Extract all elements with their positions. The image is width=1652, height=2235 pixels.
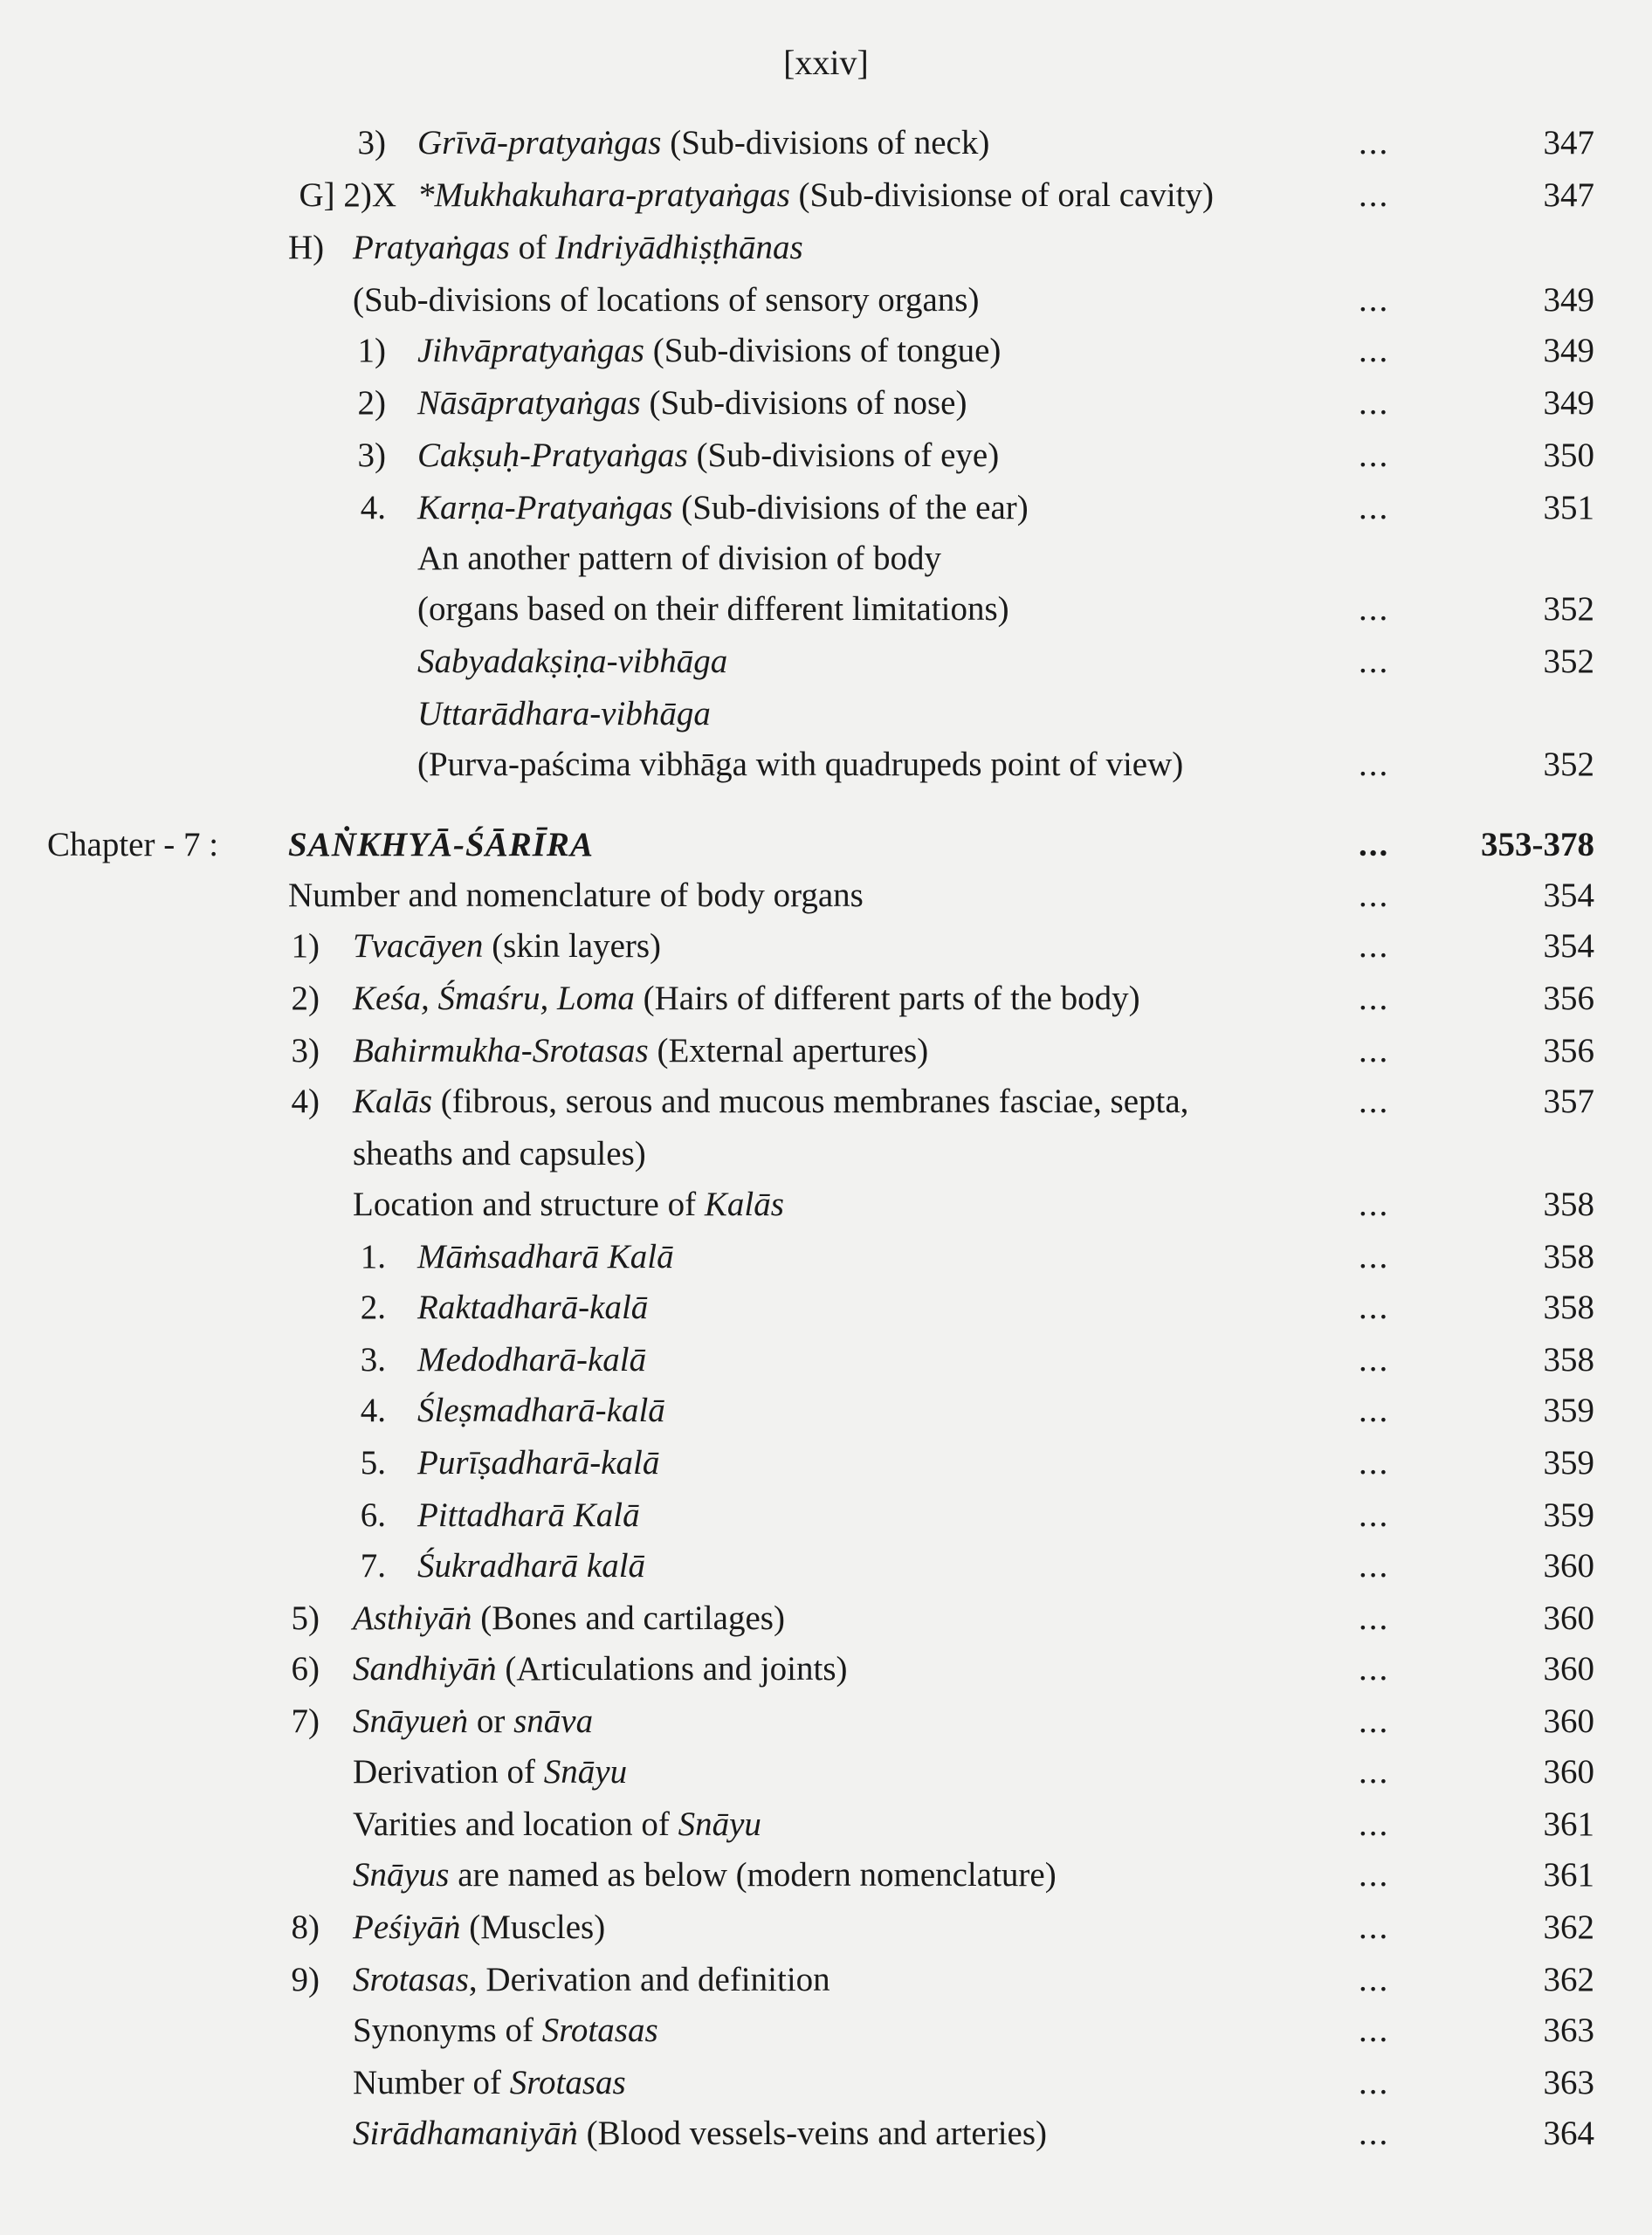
toc-entry [0,1386,1652,1435]
entry-term-italic: *Mukhakuhara-pratyaṅgas [417,176,790,214]
leader-dots: ... [1359,1444,1390,1482]
entry-label [417,1439,659,1488]
entry-label [353,1956,830,2005]
entry-text: (Sub-divisions of neck) [661,124,990,162]
entry-text: (Purva-paścima vibhāga with quadrupeds point of view) [417,746,1184,783]
toc-entry [0,1956,1652,2005]
entry-text: (skin layers) [483,927,662,965]
entry-text: (External apertures) [648,1032,929,1069]
leader-dots: ... [1359,1238,1390,1276]
entry-label [353,1077,1188,1126]
entry-term-italic: Cakṣuḥ-Pratyaṅgas [417,437,688,474]
entry-number: 2. [360,1289,386,1326]
entry-label [417,534,941,583]
toc-entry [0,1697,1652,1746]
page-number: 362 [1543,1961,1594,1998]
page-number: 360 [1543,1650,1594,1688]
page-number: 360 [1543,1547,1594,1585]
leader-dots: ... [1359,384,1390,422]
leader-dots: ... [1359,281,1390,319]
leader-dots: ... [1359,1496,1390,1534]
page-number: 361 [1543,1805,1594,1843]
entry-number: 7) [291,1702,320,1740]
entry-term-italic: Kalās [704,1186,784,1223]
entry-number: 4. [360,489,386,526]
entry-text: , Derivation and definition [468,1961,830,1998]
toc-entry [0,1594,1652,1643]
page-number: 357 [1543,1083,1594,1120]
entry-number: 4. [360,1392,386,1429]
toc-entry [0,1903,1652,1952]
leader-dots: ... [1359,1753,1390,1791]
entry-number: 7. [360,1547,386,1585]
toc-entry [0,431,1652,480]
entry-label [353,276,979,325]
entry-text: (Sub-divisionse of oral cavity) [789,176,1215,214]
entry-label [353,2109,1047,2158]
entry-label [353,1027,928,1076]
leader-dots: ... [1359,980,1390,1017]
entry-text: (Sub-divisions of nose) [640,384,967,422]
entry-number: 3) [357,124,386,162]
entry-label [353,1180,784,1229]
entry-term-italic: Māṁsadharā Kalā [417,1238,674,1276]
chapter-prefix: Chapter - 7 : [47,826,219,863]
leader-dots: ... [1359,2115,1390,2152]
entry-label [417,379,967,428]
entry-term-italic: Srotasas [509,2064,626,2101]
entry-text: (fibrous, serous and mucous membranes fasciae, septa, [432,1083,1189,1120]
entry-text: or [468,1702,514,1740]
page-number: 358 [1543,1238,1594,1276]
toc-entry [0,974,1652,1023]
toc-entry [0,1283,1652,1332]
entry-text: (Muscles) [460,1908,606,1946]
page-number: 347 [1543,124,1594,162]
entry-number: 4) [291,1083,320,1120]
leader-dots: ... [1359,643,1390,680]
leader-dots: ... [1359,2064,1390,2101]
entry-label [417,1283,648,1332]
entry-number: 3) [357,437,386,474]
entry-label [417,585,1009,634]
entry-term-italic: Srotasas [353,1961,469,1998]
entry-number: 6. [360,1496,386,1534]
entry-label [417,1542,645,1591]
entry-text: Synonyms of [353,2012,542,2049]
entry-number: 2) [291,980,320,1017]
toc-entry [0,1748,1652,1797]
leader-dots: ... [1359,877,1390,914]
toc-entry [0,1439,1652,1488]
entry-term-italic: Sirādhamaniyāṅ [353,2115,578,2152]
entry-label [417,431,999,480]
toc-entry [0,1800,1652,1849]
page-number: 358 [1543,1186,1594,1223]
entry-text: (Sub-divisions of tongue) [644,332,1002,369]
toc-entry [0,585,1652,634]
page-number: 352 [1543,590,1594,628]
entry-term-italic: Karṇa-Pratyaṅgas [417,489,673,526]
entry-label [353,1903,605,1952]
leader-dots: ... [1359,826,1390,863]
toc-entry [0,1491,1652,1540]
page-number: 359 [1543,1392,1594,1429]
entry-term-italic: Asthiyāṅ [353,1599,472,1637]
leader-dots: ... [1359,1702,1390,1740]
entry-term-italic: Keśa, Śmaśru, Loma [353,980,635,1017]
leader-dots: ... [1359,1856,1390,1894]
entry-label [353,1645,848,1694]
leader-dots: ... [1359,332,1390,369]
entry-label [417,1386,665,1435]
leader-dots: ... [1359,1599,1390,1637]
entry-label [353,1800,761,1849]
toc-entry [0,1130,1652,1179]
toc-entry [0,2059,1652,2108]
page-number: 363 [1543,2012,1594,2049]
leader-dots: ... [1359,1805,1390,1843]
entry-text: (Articulations and joints) [496,1650,848,1688]
entry-label [353,1748,627,1797]
leader-dots: ... [1359,1289,1390,1326]
toc-entry [0,637,1652,686]
entry-label [417,690,711,739]
entry-number: 6) [291,1650,320,1688]
toc-entry [0,119,1652,168]
entry-term-italic: Tvacāyen [353,927,484,965]
entry-label [353,1594,785,1643]
entry-term-italic: Uttarādhara-vibhāga [417,695,711,732]
leader-dots: ... [1359,1650,1390,1688]
page-number: 354 [1543,877,1594,914]
leader-dots: ... [1359,489,1390,526]
entry-number: 5) [291,1599,320,1637]
entry-term-italic: Nāsāpratyaṅgas [417,384,641,422]
entry-label [417,637,727,686]
entry-label [353,2059,626,2108]
leader-dots: ... [1359,1961,1390,1998]
toc-entry [0,2109,1652,2158]
entry-term-italic: Pratyaṅgas [353,229,510,266]
entry-label [353,1851,1057,1900]
toc-entry [0,484,1652,533]
toc-entry [0,1645,1652,1694]
entry-number: 5. [360,1444,386,1482]
toc-entry [0,922,1652,971]
leader-dots: ... [1359,590,1390,628]
entry-number: H) [288,229,325,266]
toc-entry [0,1027,1652,1076]
page-number: 356 [1543,980,1594,1017]
leader-dots: ... [1359,124,1390,162]
entry-text: (Sub-divisions of the ear) [672,489,1029,526]
entry-term-italic: Purīṣadharā-kalā [417,1444,660,1482]
chapter-title [288,821,594,870]
entry-label [288,871,864,920]
toc-entry [0,871,1652,920]
leader-dots: ... [1359,1186,1390,1223]
page-number: 360 [1543,1599,1594,1637]
entry-number: 2) [357,384,386,422]
page-number: 360 [1543,1753,1594,1791]
page-number: 363 [1543,2064,1594,2101]
page-number: 353-378 [1481,826,1594,863]
toc-entry [0,1542,1652,1591]
page-number: 361 [1543,1856,1594,1894]
entry-term-italic: Śleṣmadharā-kalā [417,1392,665,1429]
entry-term-italic: Sandhiyāṅ [353,1650,497,1688]
entry-term-italic: SAṄKHYĀ-ŚĀRĪRA [288,826,594,863]
page-number: 347 [1543,176,1594,214]
entry-text: Derivation of [353,1753,544,1791]
entry-label [353,1697,593,1746]
toc-entry [0,1180,1652,1229]
page-number: 356 [1543,1032,1594,1069]
entry-number: 1) [357,332,386,369]
page-number: 349 [1543,384,1594,422]
leader-dots: ... [1359,1083,1390,1120]
toc-entry [0,1077,1652,1126]
page-number: 359 [1543,1496,1594,1534]
entry-term-italic: Snāyueṅ [353,1702,469,1740]
page-number: 352 [1543,746,1594,783]
entry-term-italic: Srotasas [541,2012,658,2049]
entry-label [417,119,989,168]
entry-label [417,171,1214,220]
entry-term-italic: snāva [513,1702,594,1740]
entry-term-italic: Pittadharā Kalā [417,1496,640,1534]
entry-term-italic: Śukradharā kalā [417,1547,646,1585]
leader-dots: ... [1359,1032,1390,1069]
leader-dots: ... [1359,2012,1390,2049]
leader-dots: ... [1359,927,1390,965]
toc-entry [0,740,1652,789]
entry-label [353,2006,658,2055]
entry-text: An another pattern of division of body [417,540,942,577]
page-number: 349 [1543,281,1594,319]
toc-entry [0,379,1652,428]
toc-entry [0,1851,1652,1900]
entry-number: 3) [291,1032,320,1069]
entry-term-italic: Raktadharā-kalā [417,1289,649,1326]
toc-entry [0,1233,1652,1282]
page-number: 362 [1543,1908,1594,1946]
toc-entry [0,224,1652,272]
page-number: 358 [1543,1341,1594,1379]
entry-number: G] 2)X [299,176,396,214]
entry-term-italic: Peśiyāṅ [353,1908,461,1946]
entry-text: of [509,229,555,266]
page-header: [xxiv] [783,43,869,82]
entry-text: (organs based on their different limitations) [417,590,1009,628]
entry-text: Number and nomenclature of body organs [288,877,864,914]
leader-dots: ... [1359,437,1390,474]
entry-text: are named as below (modern nomenclature) [449,1856,1057,1894]
entry-label [417,327,1001,375]
entry-label [353,974,1140,1023]
page-number: 364 [1543,2115,1594,2152]
page-number: 350 [1543,437,1594,474]
entry-term-italic: Snāyus [353,1856,450,1894]
entry-label [353,1130,646,1179]
entry-label [417,1336,646,1385]
entry-label [417,1233,674,1282]
page-number: 360 [1543,1702,1594,1740]
entry-term-italic: Medodharā-kalā [417,1341,647,1379]
page-number: 358 [1543,1289,1594,1326]
entry-term-italic: Bahirmukha-Srotasas [353,1032,649,1069]
toc-entry [0,534,1652,583]
toc-entry [0,276,1652,325]
leader-dots: ... [1359,176,1390,214]
leader-dots: ... [1359,1392,1390,1429]
entry-text: (Bones and cartilages) [472,1599,785,1637]
entry-number: 8) [291,1908,320,1946]
entry-label [353,922,661,971]
page-number: 359 [1543,1444,1594,1482]
entry-text: (Blood vessels-veins and arteries) [577,2115,1048,2152]
entry-term-italic: Kalās [353,1083,433,1120]
entry-text: (Sub-divisions of eye) [687,437,1000,474]
entry-number: 3. [360,1341,386,1379]
entry-term-italic: Jihvāpratyaṅgas [417,332,644,369]
entry-number: 1. [360,1238,386,1276]
entry-text: Varities and location of [353,1805,678,1843]
page-number: 349 [1543,332,1594,369]
leader-dots: ... [1359,1341,1390,1379]
entry-term-italic: Sabyadakṣiṇa-vibhāga [417,643,728,680]
toc-entry [0,327,1652,375]
leader-dots: ... [1359,746,1390,783]
toc-entry [0,2006,1652,2055]
toc-entry [0,690,1652,739]
entry-text: Number of [353,2064,510,2101]
entry-text: (Sub-divisions of locations of sensory organs) [353,281,980,319]
toc-entry [0,1336,1652,1385]
toc-entry [0,171,1652,220]
entry-term-italic: Snāyu [543,1753,628,1791]
page-number: 351 [1543,489,1594,526]
entry-term-italic: Indriyādhiṣṭhānas [554,229,803,266]
entry-label [417,1491,640,1540]
leader-dots: ... [1359,1908,1390,1946]
entry-term-italic: Snāyu [678,1805,761,1843]
entry-text: Location and structure of [353,1186,705,1223]
entry-label [417,484,1029,533]
entry-text: sheaths and capsules) [353,1135,646,1173]
entry-number: 1) [291,927,320,965]
entry-term-italic: Grīvā-pratyaṅgas [417,124,662,162]
page-number: 352 [1543,643,1594,680]
page-number: 354 [1543,927,1594,965]
entry-label [417,740,1183,789]
chapter-heading-row [0,821,1652,870]
entry-number: 9) [291,1961,320,1998]
entry-label [353,224,803,272]
entry-text: (Hairs of different parts of the body) [634,980,1140,1017]
leader-dots: ... [1359,1547,1390,1585]
